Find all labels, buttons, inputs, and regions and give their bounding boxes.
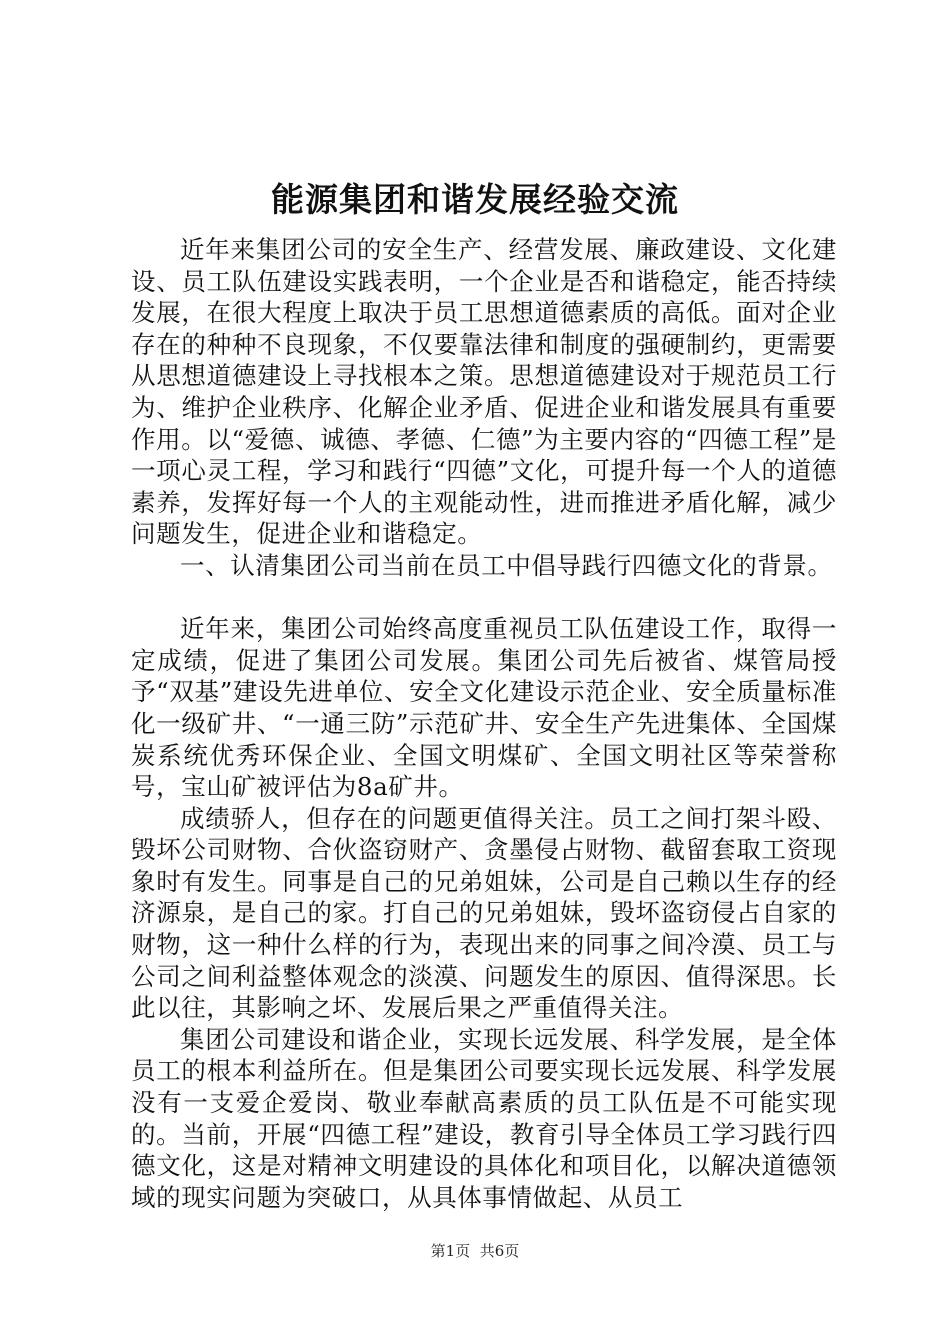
paragraph-problems: 成绩骄人，但存在的问题更值得关注。员工之间打架斗殴、毁坏公司财物、合伙盗窃财产、贪墨侵占财物、截留套取工资现象时有发生。同事是自己的兄弟姐妹，公司是自己赖以生存的经济源泉，是自己的家。打自己的兄弟姐妹，毁坏盗窃侵占自家的财物，这一种什么样的行为，表现出来的同事之间冷漠、员工与公司之间利益整体观念的淡漠、问题发生的原因、值得深思。长此以往，其影响之坏、发展后果之严重值得关注。 [131,803,837,1023]
paragraph-harmony: 集团公司建设和谐企业，实现长远发展、科学发展，是全体员工的根本利益所在。但是集团公司要实现长远发展、科学发展没有一支爱企爱岗、敬业奉献高素质的员工队伍是不可能实现的。当前，开展“四德工程”建设，教育引导全体员工学习践行四德文化，这是对精神文明建设的具体化和项目化，以解决道德领域的现实问题为突破口，从具体事情做起、从员工 [131,1024,837,1212]
paragraph-intro: 近年来集团公司的安全生产、经营发展、廉政建设、文化建设、员工队伍建设实践表明，一个企业是否和谐稳定，能否持续发展，在很大程度上取决于员工思想道德素质的高低。面对企业存在的种种不良现象，不仅要靠法律和制度的强硬制约，更需要从思想道德建设上寻找根本之策。思想道德建设对于规范员工行为、维护企业秩序、化解企业矛盾、促进企业和谐发展具有重要作用。以“爱德、诚德、孝德、仁德”为主要内容的“四德工程”是一项心灵工程，学习和践行“四德”文化，可提升每一个人的道德素养，发挥好每一个人的主观能动性，进而推进矛盾化解，减少问题发生，促进企业和谐稳定。 [131,235,837,549]
page-total: 共6页 [479,1242,520,1260]
section-heading-1: 一、认清集团公司当前在员工中倡导践行四德文化的背景。 [180,550,833,580]
document-body [131,234,837,1213]
paragraph-spacer [131,582,837,614]
paragraph-achievements: 近年来，集团公司始终高度重视员工队伍建设工作，取得一定成绩，促进了集团公司发展。集团公司先后被省、煤管局授予“双基”建设先进单位、安全文化建设示范企业、安全质量标准化一级矿井、“一通三防”示范矿井、安全生产先进集体、全国煤炭系统优秀环保企业、全国文明煤矿、全国文明社区等荣誉称号，宝山矿被评估为8a矿井。 [131,614,837,802]
page-number: 第1页 [430,1242,471,1260]
document-title: 能源集团和谐发展经验交流 [271,180,679,219]
page-footer [0,1241,950,1261]
